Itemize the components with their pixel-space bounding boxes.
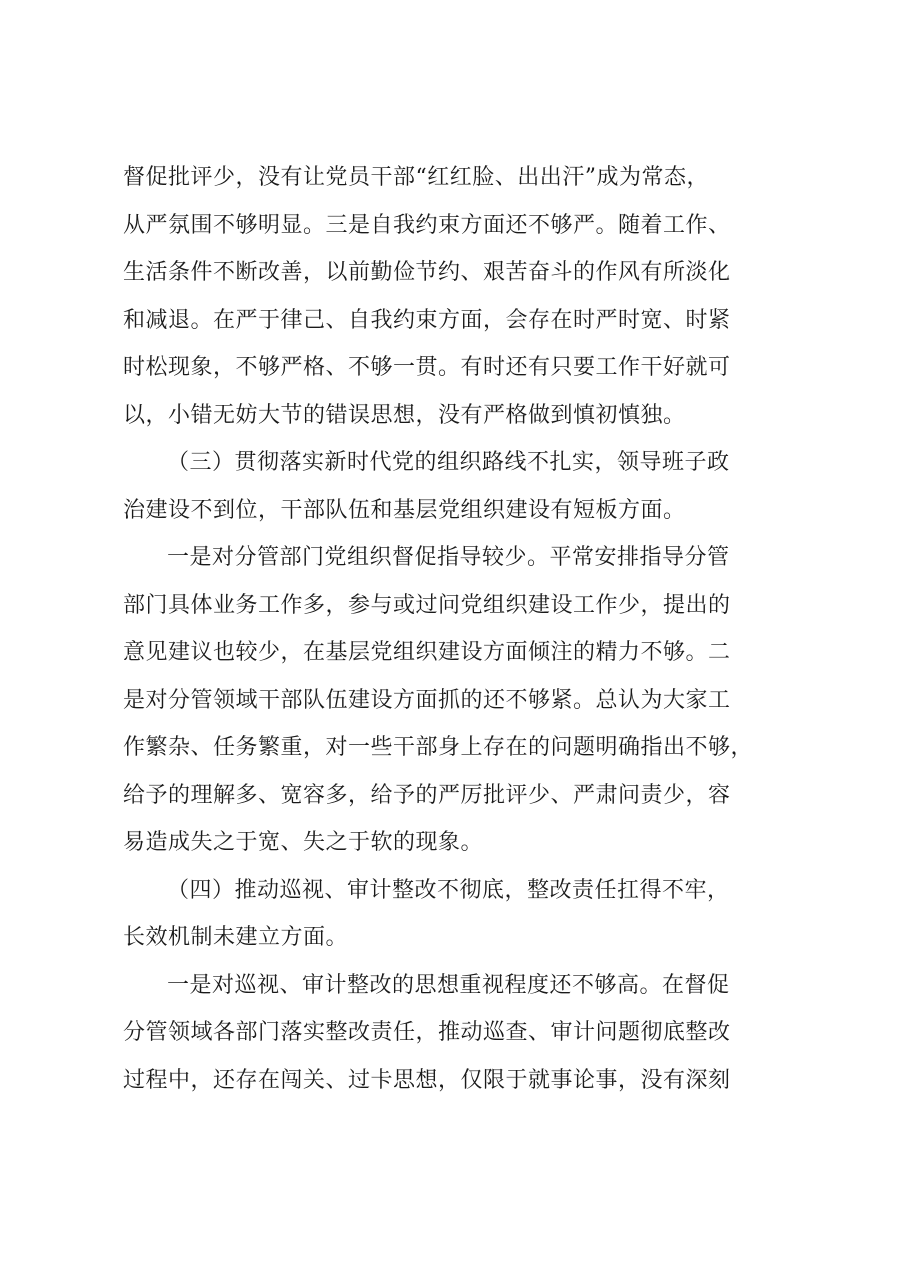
- text-line: 意见建议也较少，在基层党组织建设方面倾注的精力不够。二: [123, 640, 731, 665]
- text-line: 生活条件不断改善，以前勤俭节约、艰苦奋斗的作风有所淡化: [123, 260, 731, 285]
- text-line: 治建设不到位，干部队伍和基层党组织建设有短板方面。: [123, 497, 686, 523]
- text-line: 给予的理解多、宽容多，给予的严厉批评少、严肃问责少，容: [123, 782, 731, 808]
- text-line: 时松现象，不够严格、不够一贯。有时还有只要工作干好就可: [123, 355, 731, 380]
- text-line: 以，小错无妨大节的错误思想，没有严格做到慎初慎独。: [123, 402, 686, 428]
- section-heading-3: （三）贯彻落实新时代党的组织路线不扎实，领导班子政: [167, 450, 730, 475]
- text-line: 从严氛围不够明显。三是自我约束方面还不够严。随着工作、: [123, 212, 731, 238]
- text-line: 督促批评少，没有让党员干部“红红脸、出出汗”成为常态，: [123, 165, 709, 190]
- text-line: 分管领域各部门落实整改责任，推动巡查、审计问题彻底整改: [123, 1020, 731, 1045]
- text-line: 是对分管领域干部队伍建设方面抓的还不够紧。总认为大家工: [123, 687, 731, 713]
- text-line: 部门具体业务工作多，参与或过问党组织建设工作少，提出的: [123, 592, 731, 618]
- document-body: [123, 154, 803, 1104]
- text-line: 易造成失之于宽、失之于软的现象。: [123, 830, 484, 855]
- paragraph-start: 一是对分管部门党组织督促指导较少。平常安排指导分管: [167, 545, 730, 570]
- section-heading-4: （四）推动巡视、审计整改不彻底，整改责任扛得不牢，: [167, 877, 730, 903]
- paragraph-start: 一是对巡视、审计整改的思想重视程度还不够高。在督促: [167, 972, 730, 998]
- text-line: 长效机制未建立方面。: [123, 925, 349, 950]
- text-line: 作繁杂、任务繁重，对一些干部身上存在的问题明确指出不够，: [123, 735, 754, 760]
- text-line: 和减退。在严于律己、自我约束方面，会存在时严时宽、时紧: [123, 307, 731, 333]
- text-line: 过程中，还存在闯关、过卡思想，仅限于就事论事，没有深刻: [123, 1067, 731, 1093]
